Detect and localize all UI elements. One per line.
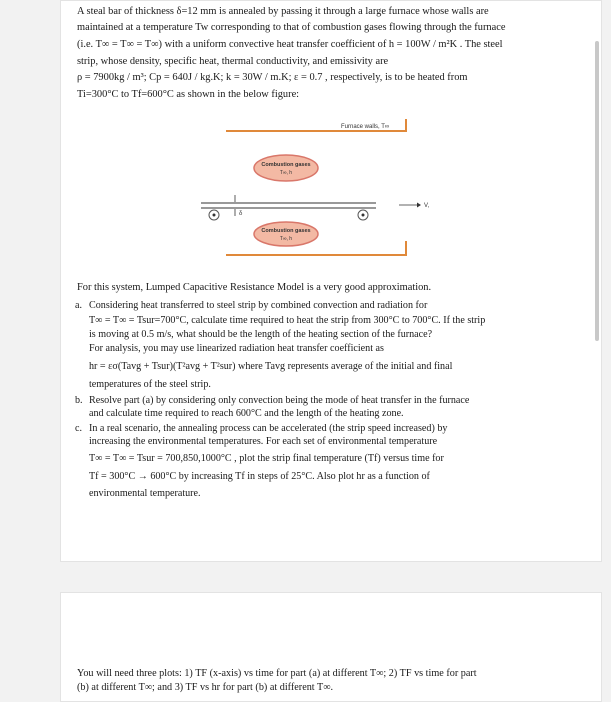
combustion-gases-top [254,155,318,181]
scrollbar[interactable] [595,41,599,341]
furnace-wall-label: Furnace walls, T∞ [341,124,390,130]
combustion-gases-bottom [254,222,318,246]
intro-line: Ti=300°C to Tf=600°C as shown in the below figure: [77,89,300,100]
part-a-line: hr = εσ(Tavg + Tsur)(T²avg + T²sur) where Tavg represents average of the initial and final [89,361,453,372]
problem-card [60,0,602,562]
footer-line: You will need three plots: 1) TF (x-axis) vs time for part (a) at different T∞; 2) TF vs time for part [77,668,477,679]
gas-label-top: Combustion gases [261,162,311,168]
gas-sub-top: T∞, h [279,170,293,176]
intro-line: ρ = 7900kg / m³; Cp = 640J / kg.K; k = 30W / m.K; ε = 0.7 , respectively, is to be heated from [77,72,468,83]
intro-line: maintained at a temperature Tw corresponding to that of combustion gases flowing through the furnace [77,22,506,33]
gas-sub-bottom: T∞, h [279,236,293,242]
gas-label-bottom: Combustion gases [261,228,311,234]
notes-card [60,592,602,702]
model-note: For this system, Lumped Capacitive Resistance Model is a very good approximation. [77,282,432,293]
part-c-line: T∞ = T∞ = Tsur = 700,850,1000°C , plot the strip final temperature (Tf) versus time for [89,453,444,464]
part-c-line: environmental temperature. [89,488,201,499]
intro-line: A steal bar of thickness δ=12 mm is annealed by passing it through a large furnace whose walls are [77,6,489,17]
part-a-line: is moving at 0.5 m/s, what should be the length of the heating section of the furnace? [89,329,433,340]
velocity-label: V, [424,203,430,209]
part-c-line: Tf = 300°C → 600°C by increasing Tf in steps of 25°C. Also plot hr as a function of [89,471,430,482]
part-c-line: increasing the environmental temperatures. For each set of environmental temperature [89,436,438,447]
part-a-line: temperatures of the steel strip. [89,379,211,390]
part-c-line: c. In a real scenario, the annealing process can be accelerated (the strip speed increased) by [75,423,448,434]
furnace-figure [181,111,481,271]
part-a-line: a. Considering heat transferred to steel strip by combined convection and radiation for [75,300,428,311]
part-a-line: For analysis, you may use linearized radiation heat transfer coefficient as [89,343,384,354]
thickness-label: δ [239,211,243,217]
part-b-line: and calculate time required to reach 600°C and the length of the heating zone. [89,408,404,419]
furnace-wall-bottom [226,241,406,255]
part-a-line: T∞ = T∞ = Tsur=700°C, calculate time required to heat the strip from 300°C to 700°C. If the strip [89,315,486,326]
part-b-line: b. Resolve part (a) by considering only convection being the mode of heat transfer in the furnace [75,395,470,406]
intro-line: (i.e. T∞ = T∞ = T∞) with a uniform convective heat transfer coefficient of h = 100W / m²K . The steel [77,39,503,50]
footer-line: (b) at different T∞; and 3) TF vs hr for part (b) at different T∞. [77,682,334,693]
intro-line: strip, whose density, specific heat, thermal conductivity, and emissivity are [77,56,389,67]
